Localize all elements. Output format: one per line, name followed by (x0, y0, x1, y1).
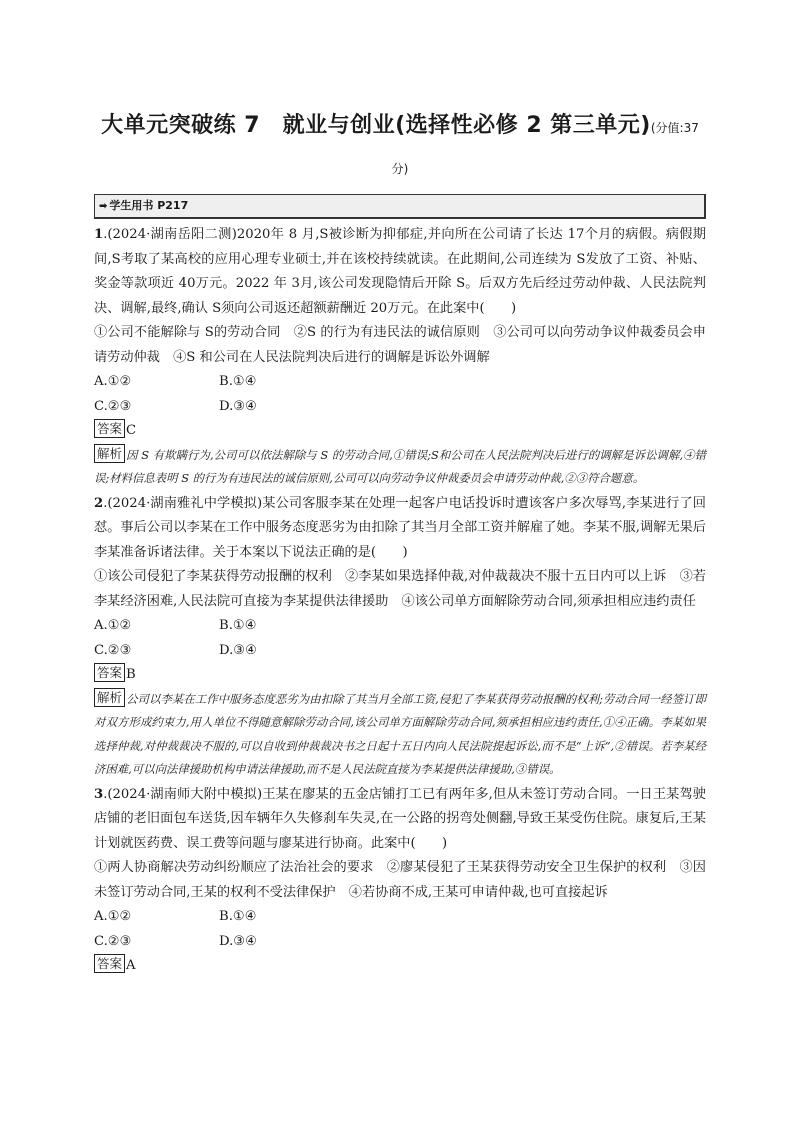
option-list (94, 614, 706, 663)
option-d[interactable]: D.③④ (219, 933, 257, 949)
analysis-tag: 解析 (94, 688, 125, 707)
question-stem (94, 492, 706, 566)
question-statements: ①公司不能解除与 S的劳动合同 ②S 的行为有违民法的诚信原则 ③公司可以向劳动争议仲裁委员会申请劳动仲裁 ④S 和公司在人民法院判决后进行的调解是诉讼外调解 (94, 325, 706, 365)
title-text: 大单元突破练 7 就业与创业(选择性必修 2 第三单元) (101, 113, 651, 138)
option-list (94, 905, 706, 954)
option-b[interactable]: B.①④ (219, 909, 257, 924)
reference-label: 学生用书 P217 (109, 199, 189, 212)
analysis-text: 公司以李某在工作中服务态度恶劣为由扣除了其当月全部工资,侵犯了李某获得劳动报酬的权利;劳动合同一经签订即对双方形成约束力,用人单位不得随意解除劳动合同,该公司单方面解除劳动合同,须承担相应违约责任,①④正确。李某如果选择仲裁,对仲裁裁决不服的,可以自收到仲裁裁决书之日起十五日内向人民法院提起诉讼,而不是“上诉”,②错误。若李某经济困难,可以向法律援助机构申请法律援助,而不是人民法院直接为李某提供法律援助,③错误。 (94, 691, 706, 776)
option-a[interactable]: A.①② (94, 909, 132, 924)
option-c[interactable]: C.②③ (94, 933, 132, 949)
question-statements: ①两人协商解决劳动纠纷顺应了法治社会的要求 ②廖某侵犯了王某获得劳动安全卫生保护的权利 ③因未签订劳动合同,王某的权利不受法律保护 ④若协商不成,王某可申请仲裁,也可直接起诉 (94, 860, 706, 900)
analysis-tag: 解析 (94, 444, 125, 463)
stem-text: .(2024·湖南雅礼中学模拟)某公司客服李某在处理一起客户电话投诉时遭该客户多次辱骂,李某进行了回怼。事后公司以李某在工作中服务态度恶劣为由扣除了其当月全部工资并解雇了她。李某不服,调解无果后李某准备诉诸法律。关于本案以下说法正确的是( ) (94, 495, 706, 560)
analysis-text: 因 S 有欺瞒行为,公司可以依法解除与 S 的劳动合同,①错误;S和公司在人民法院判决后进行的调解是诉讼调解,④错误;材料信息表明 S 的行为有违民法的诚信原则,公司可以向劳动争议仲裁委员会申请劳动仲裁,②③符合题意。 (94, 447, 706, 485)
option-d[interactable]: D.③④ (219, 398, 257, 414)
answer-tag: 答案 (94, 419, 125, 438)
answer-tag: 答案 (94, 954, 125, 973)
option-a[interactable]: A.①② (94, 374, 132, 389)
answer-value: B (126, 667, 136, 682)
question-number: 2 (94, 495, 104, 511)
analysis (94, 444, 706, 491)
answer-line (94, 663, 706, 688)
stem-text: .(2024·湖南岳阳二测)2020年 8 月,S被诊断为抑郁症,并向所在公司请了长达 17个月的病假。病假期间,S考取了某高校的应用心理专业硕士,并在该校持续就读。在此期间,公司连续为 S发放了工资、补贴、奖金等款项近 40万元。2022 年 3月,该公司发现隐情后开除 S。后双方先后经过劳动仲裁、人民法院判决、调解,最终,确认 S须向公司返还超额薪酬近 20万元。在此案中( ) (94, 227, 706, 316)
stem-text: .(2024·湖南师大附中模拟)王某在廖某的五金店铺打工已有两年多,但从未签订劳动合同。一日王某驾驶店铺的老旧面包车送货,因车辆年久失修刹车失灵,在一公路的拐弯处侧翻,导致王某受伤住院。康复后,王某计划就医药费、误工费等问题与廖某进行协商。此案中( ) (94, 786, 706, 851)
option-c[interactable]: C.②③ (94, 642, 132, 658)
arrow-right-icon: ➡ (99, 201, 108, 212)
answer-line (94, 419, 706, 444)
option-c[interactable]: C.②③ (94, 398, 132, 414)
option-b[interactable]: B.①④ (219, 374, 257, 389)
question-2 (94, 492, 706, 782)
option-b[interactable]: B.①④ (219, 618, 257, 633)
analysis (94, 688, 706, 782)
answer-value: A (126, 958, 136, 973)
answer-line (94, 954, 706, 979)
worksheet-page (94, 104, 706, 979)
question-stem (94, 783, 706, 857)
answer-value: C (126, 423, 137, 438)
score-note: (分值:37分) (391, 121, 699, 176)
option-list (94, 370, 706, 419)
question-statements: ①该公司侵犯了李某获得劳动报酬的权利 ②李某如果选择仲裁,对仲裁裁决不服十五日内可以上诉 ③若李某经济困难,人民法院可直接为李某提供法律援助 ④该公司单方面解除劳动合同,须承担相应违约责任 (94, 569, 706, 609)
question-number: 1 (94, 227, 104, 242)
page-title (94, 104, 706, 186)
textbook-reference-bar (94, 194, 706, 219)
option-d[interactable]: D.③④ (219, 642, 257, 658)
question-number: 3 (94, 786, 104, 802)
option-a[interactable]: A.①② (94, 618, 132, 633)
question-1 (94, 223, 706, 491)
question-3 (94, 783, 706, 979)
question-stem (94, 223, 706, 321)
answer-tag: 答案 (94, 663, 125, 682)
